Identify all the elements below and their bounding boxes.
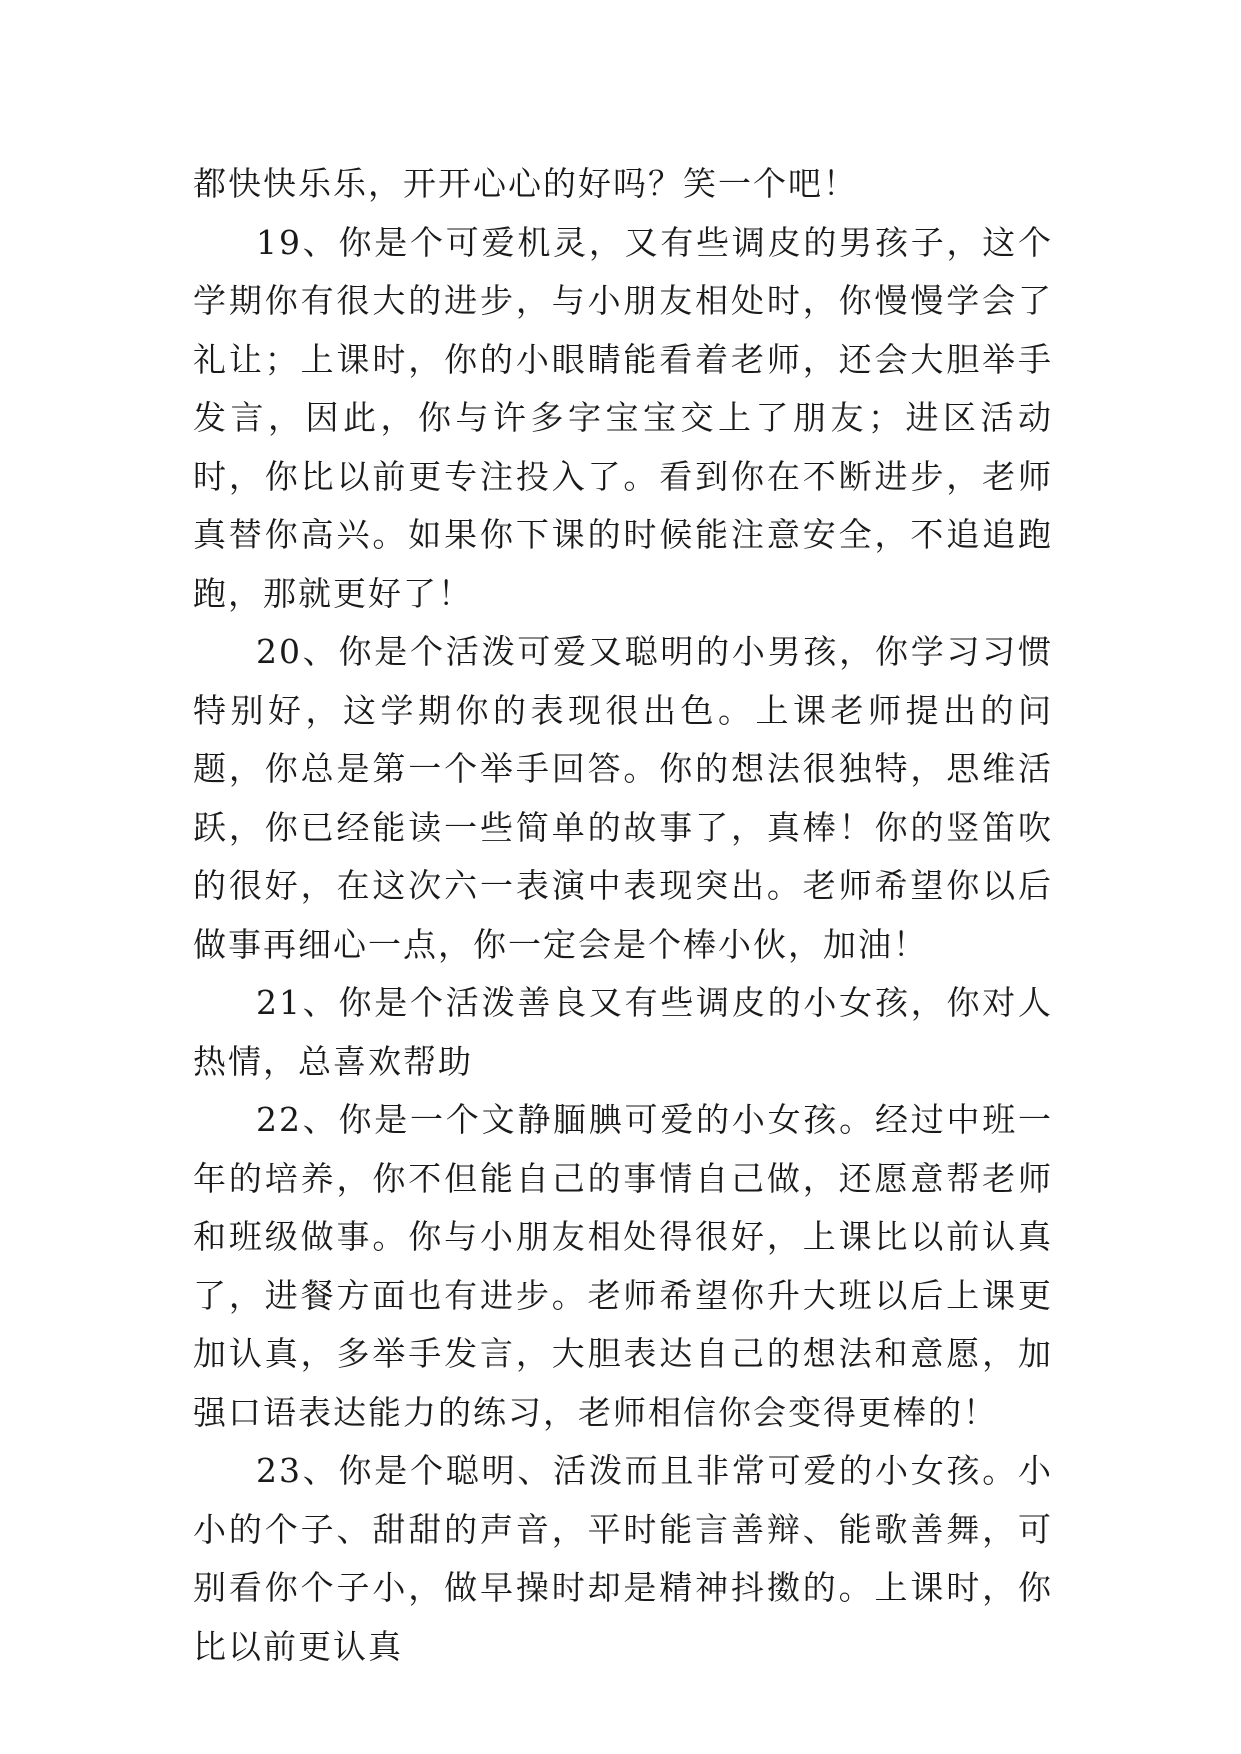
paragraph-continuation: 都快快乐乐，开开心心的好吗？笑一个吧！ <box>193 164 858 203</box>
document-body <box>193 155 1053 1676</box>
paragraph-21: 21、你是个活泼善良又有些调皮的小女孩，你对人热情，总喜欢帮助 <box>193 983 1053 1081</box>
paragraph-22: 22、你是一个文静腼腆可爱的小女孩。经过中班一年的培养，你不但能自己的事情自己做，还愿意帮老师和班级做事。你与小朋友相处得很好，上课比以前认真了，进餐方面也有进步。老师希望你升大班以后上课更加认真，多举手发言，大胆表达自己的想法和意愿，加强口语表达能力的练习，老师相信你会变得更棒的！ <box>193 1100 1053 1432</box>
paragraph-19: 19、你是个可爱机灵，又有些调皮的男孩子，这个学期你有很大的进步，与小朋友相处时，你慢慢学会了礼让；上课时，你的小眼睛能看着老师，还会大胆举手发言，因此，你与许多字宝宝交上了朋友；进区活动时，你比以前更专注投入了。看到你在不断进步，老师真替你高兴。如果你下课的时候能注意安全，不追追跑跑，那就更好了！ <box>193 222 1053 613</box>
paragraph-23: 23、你是个聪明、活泼而且非常可爱的小女孩。小小的个子、甜甜的声音，平时能言善辩、能歌善舞，可别看你个子小，做早操时却是精神抖擞的。上课时，你比以前更认真 <box>193 1451 1053 1666</box>
paragraph-20: 20、你是个活泼可爱又聪明的小男孩，你学习习惯特别好，这学期你的表现很出色。上课老师提出的问题，你总是第一个举手回答。你的想法很独特，思维活跃，你已经能读一些简单的故事了，真棒！你的竖笛吹的很好，在这次六一表演中表现突出。老师希望你以后做事再细心一点，你一定会是个棒小伙，加油！ <box>193 632 1053 964</box>
